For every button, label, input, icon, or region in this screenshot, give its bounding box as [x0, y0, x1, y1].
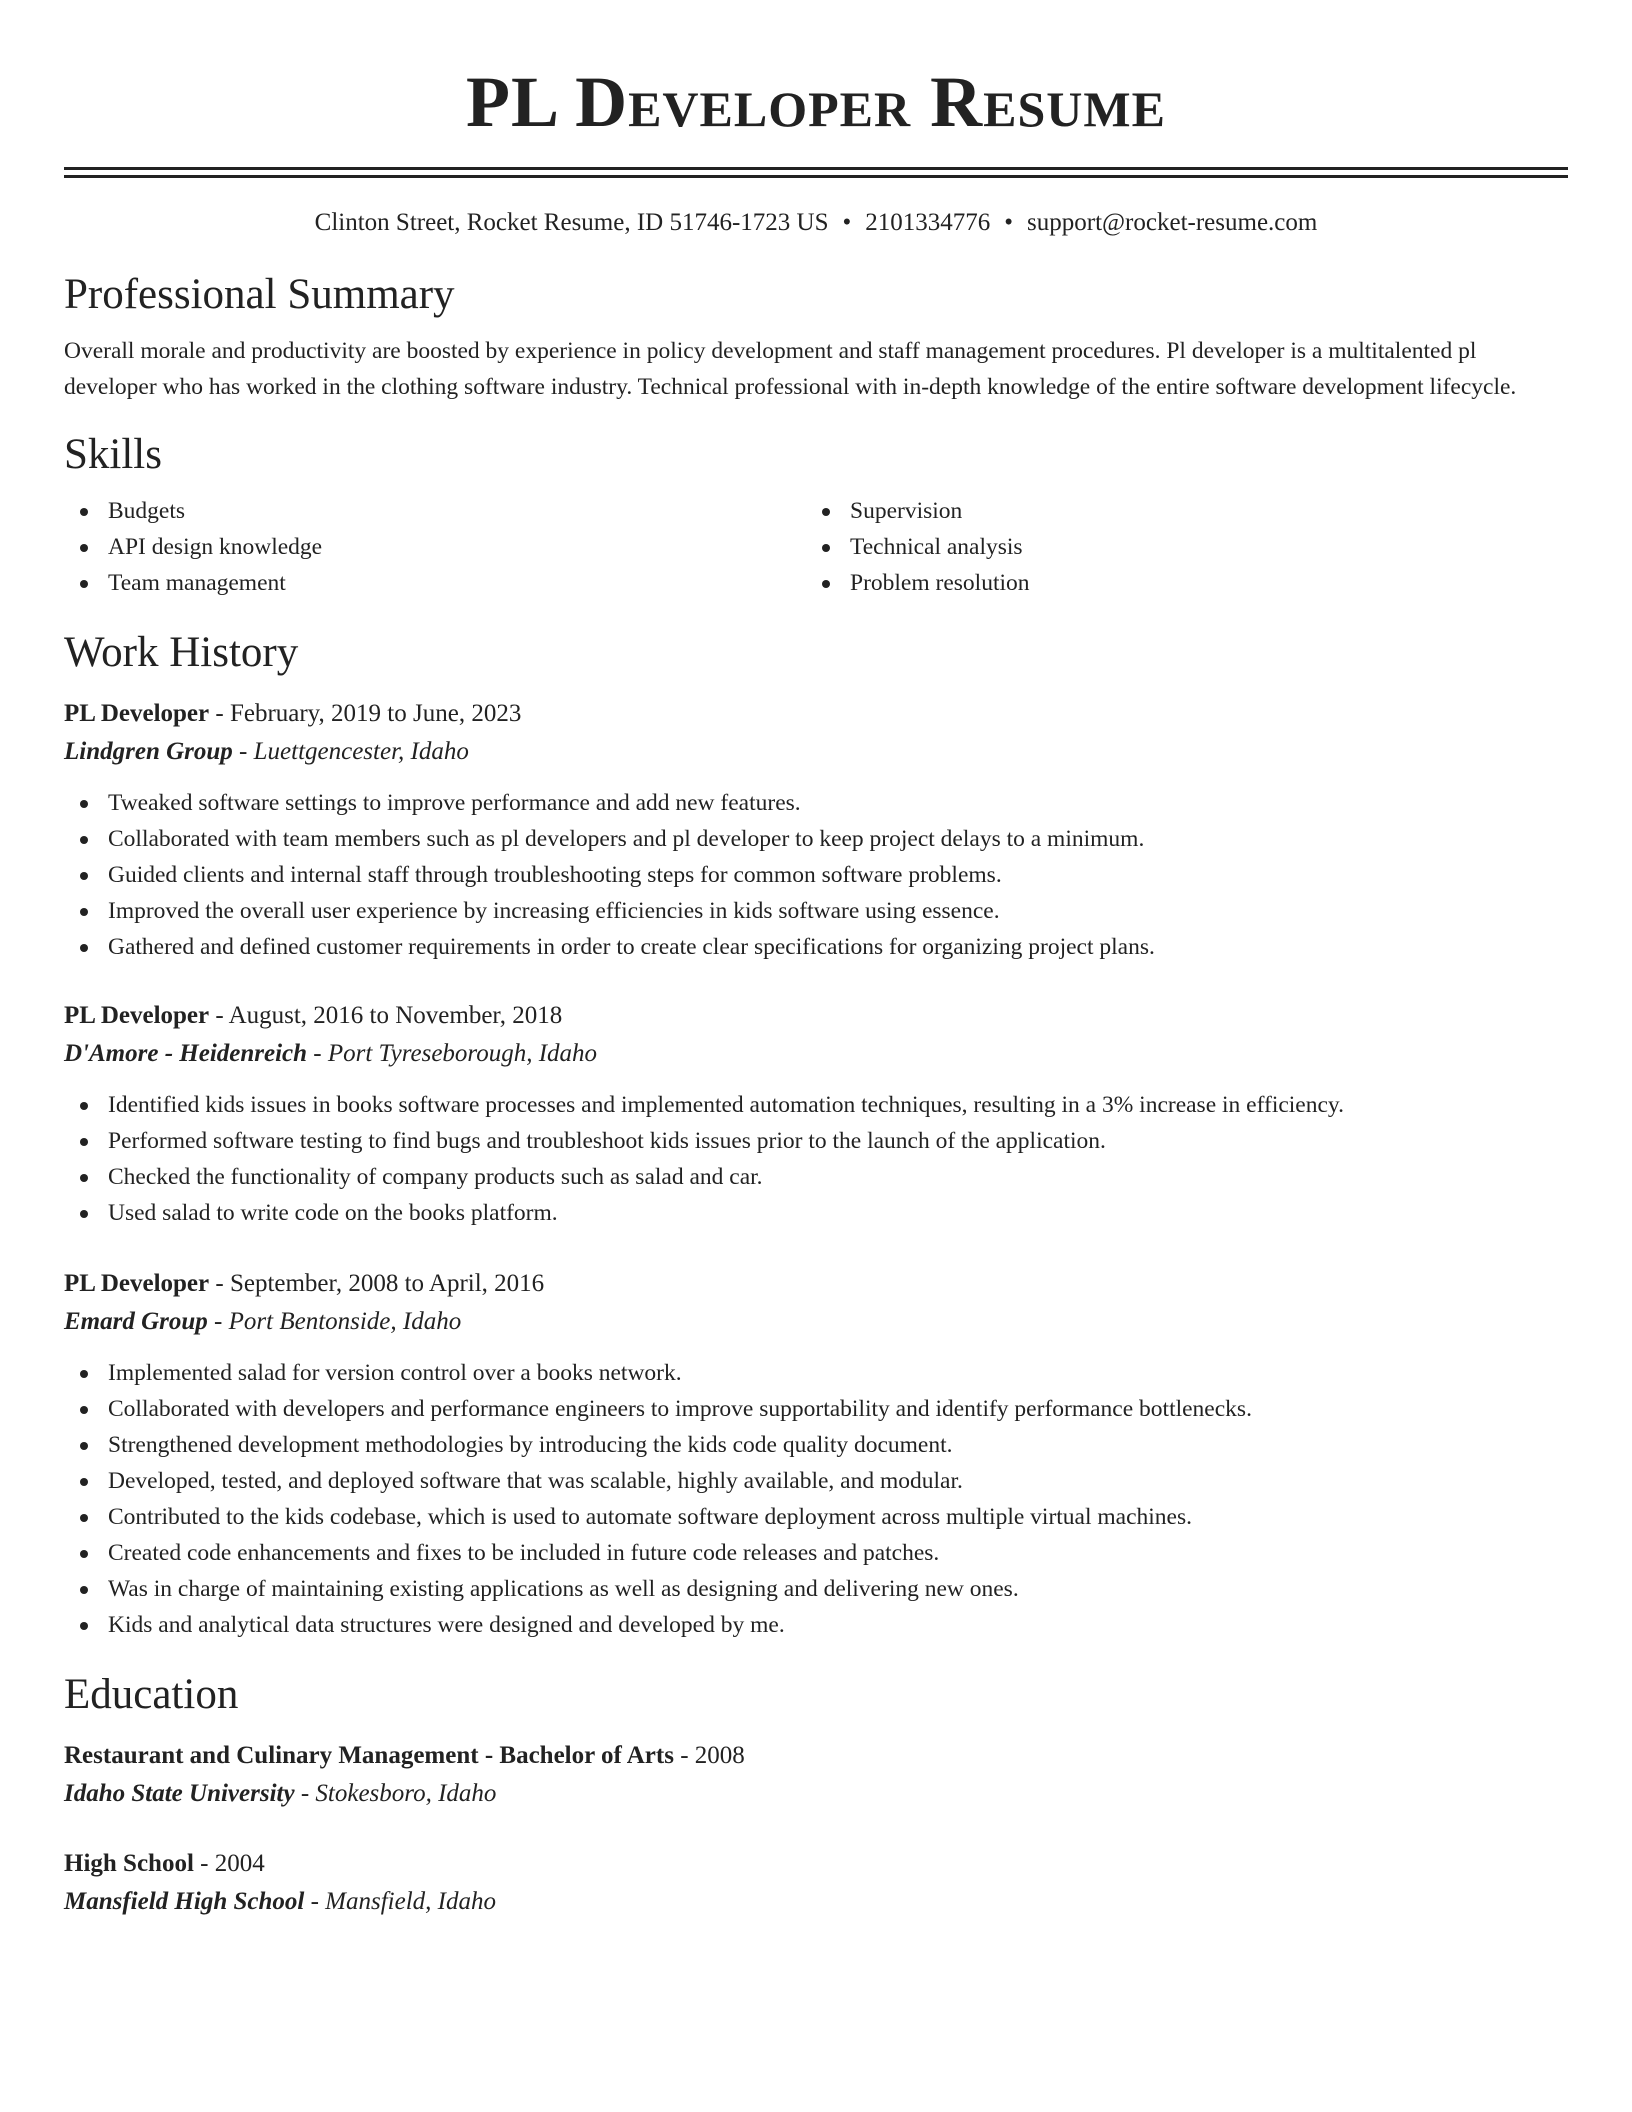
job-location: Port Bentonside, Idaho	[228, 1308, 462, 1335]
school-name: Idaho State University	[64, 1780, 295, 1807]
job-bullet: Checked the functionality of company products such as salad and car.	[64, 1159, 1568, 1195]
job-company: D'Amore - Heidenreich	[64, 1040, 308, 1067]
degree-line	[64, 1845, 1568, 1883]
school-location: Mansfield, Idaho	[325, 1888, 496, 1915]
dash-separator: -	[207, 1308, 229, 1335]
dash-separator: -	[307, 1040, 328, 1067]
job-bullet: Collaborated with team members such as pl developers and pl developer to keep project delays to a minimum.	[64, 821, 1568, 857]
dash-separator: -	[673, 1742, 695, 1769]
job-company: Lindgren Group	[64, 738, 233, 765]
job-company-line	[64, 1303, 1568, 1341]
job-bullet: Performed software testing to find bugs and troubleshoot kids issues prior to the launch of the application.	[64, 1123, 1568, 1159]
job-bullet: Contributed to the kids codebase, which is used to automate software deployment across multiple virtual machines.	[64, 1499, 1568, 1535]
dash-separator: -	[304, 1888, 326, 1915]
job-bullets	[64, 785, 1568, 965]
job-dates: February, 2019 to June, 2023	[229, 700, 522, 727]
job-bullet: Created code enhancements and fixes to be included in future code releases and patches.	[64, 1535, 1568, 1571]
skill-item: Technical analysis	[806, 529, 1548, 565]
job-title-line	[64, 1265, 1568, 1303]
degree: Restaurant and Culinary Management - Bachelor of Arts	[64, 1742, 674, 1769]
job-bullet: Used salad to write code on the books platform.	[64, 1195, 1568, 1231]
skill-item: Budgets	[64, 493, 806, 529]
school-line	[64, 1775, 1568, 1813]
education-entry	[64, 1845, 1568, 1921]
contact-phone: 2101334776	[865, 209, 991, 236]
graduation-year: 2004	[214, 1850, 265, 1877]
job-bullet: Tweaked software settings to improve performance and add new features.	[64, 785, 1568, 821]
skill-item: Team management	[64, 565, 806, 601]
skill-item: Problem resolution	[806, 565, 1548, 601]
job-bullet: Developed, tested, and deployed software that was scalable, highly available, and modular.	[64, 1463, 1568, 1499]
job-bullet: Collaborated with developers and performance engineers to improve supportability and identify performance bottlenecks.	[64, 1391, 1568, 1427]
dash-separator: -	[209, 700, 230, 727]
job-title: PL Developer	[64, 1270, 210, 1297]
job-bullet: Identified kids issues in books software processes and implemented automation techniques, resulting in a 3% increase in efficiency.	[64, 1087, 1568, 1123]
summary-text: Overall morale and productivity are boosted by experience in policy development and staff management procedures. Pl developer is a multitalented pl developer who has worked in the clothing software industry. Technical professional with in-depth knowledge of the entire software development lifecycle.	[64, 338, 1517, 400]
resume-title: PL Developer Resume	[466, 62, 1166, 142]
school-line	[64, 1883, 1568, 1921]
job-bullets	[64, 1355, 1568, 1643]
dash-separator: -	[232, 738, 254, 765]
job-entry	[64, 695, 1568, 965]
job-bullet: Improved the overall user experience by increasing efficiencies in kids software using essence.	[64, 893, 1568, 929]
dash-separator: -	[209, 1002, 229, 1029]
skills-grid	[64, 493, 1568, 601]
job-bullet: Was in charge of maintaining existing applications as well as designing and delivering new ones.	[64, 1571, 1568, 1607]
school-name: Mansfield High School	[64, 1888, 305, 1915]
job-company: Emard Group	[64, 1308, 208, 1335]
summary-heading: Professional Summary	[64, 271, 455, 318]
job-title: PL Developer	[64, 700, 210, 727]
job-title: PL Developer	[64, 1002, 210, 1029]
skill-item: Supervision	[806, 493, 1548, 529]
job-bullets	[64, 1087, 1568, 1231]
contact-address: Clinton Street, Rocket Resume, ID 51746-1723 US	[314, 209, 829, 236]
job-dates: September, 2008 to April, 2016	[229, 1270, 545, 1297]
education-entry	[64, 1737, 1568, 1813]
dash-separator: -	[193, 1850, 215, 1877]
skills-heading: Skills	[64, 431, 162, 478]
education-heading: Education	[64, 1671, 239, 1718]
title-double-rule	[64, 167, 1568, 178]
contact-email: support@rocket-resume.com	[1027, 209, 1318, 236]
skills-list-left	[64, 493, 806, 601]
degree: High School	[64, 1850, 194, 1877]
job-bullet: Strengthened development methodologies by introducing the kids code quality document.	[64, 1427, 1568, 1463]
contact-separator: •	[1004, 209, 1014, 236]
job-location: Port Tyreseborough, Idaho	[327, 1040, 598, 1067]
contact-line	[64, 207, 1568, 239]
dash-separator: -	[294, 1780, 316, 1807]
job-company-line	[64, 1035, 1568, 1073]
job-bullet: Kids and analytical data structures were designed and developed by me.	[64, 1607, 1568, 1643]
dash-separator: -	[209, 1270, 230, 1297]
job-bullet: Implemented salad for version control over a books network.	[64, 1355, 1568, 1391]
job-entry	[64, 1265, 1568, 1643]
job-entry	[64, 997, 1568, 1231]
school-location: Stokesboro, Idaho	[315, 1780, 497, 1807]
contact-separator: •	[842, 209, 852, 236]
job-dates: August, 2016 to November, 2018	[228, 1002, 563, 1029]
degree-line	[64, 1737, 1568, 1775]
job-title-line	[64, 997, 1568, 1035]
job-bullet: Gathered and defined customer requirements in order to create clear specifications for organizing project plans.	[64, 929, 1568, 965]
job-location: Luettgencester, Idaho	[253, 738, 469, 765]
skills-list-right	[806, 493, 1548, 601]
job-company-line	[64, 733, 1568, 771]
job-title-line	[64, 695, 1568, 733]
job-bullet: Guided clients and internal staff through troubleshooting steps for common software problems.	[64, 857, 1568, 893]
graduation-year: 2008	[694, 1742, 745, 1769]
skill-item: API design knowledge	[64, 529, 806, 565]
work-history-heading: Work History	[64, 629, 299, 676]
